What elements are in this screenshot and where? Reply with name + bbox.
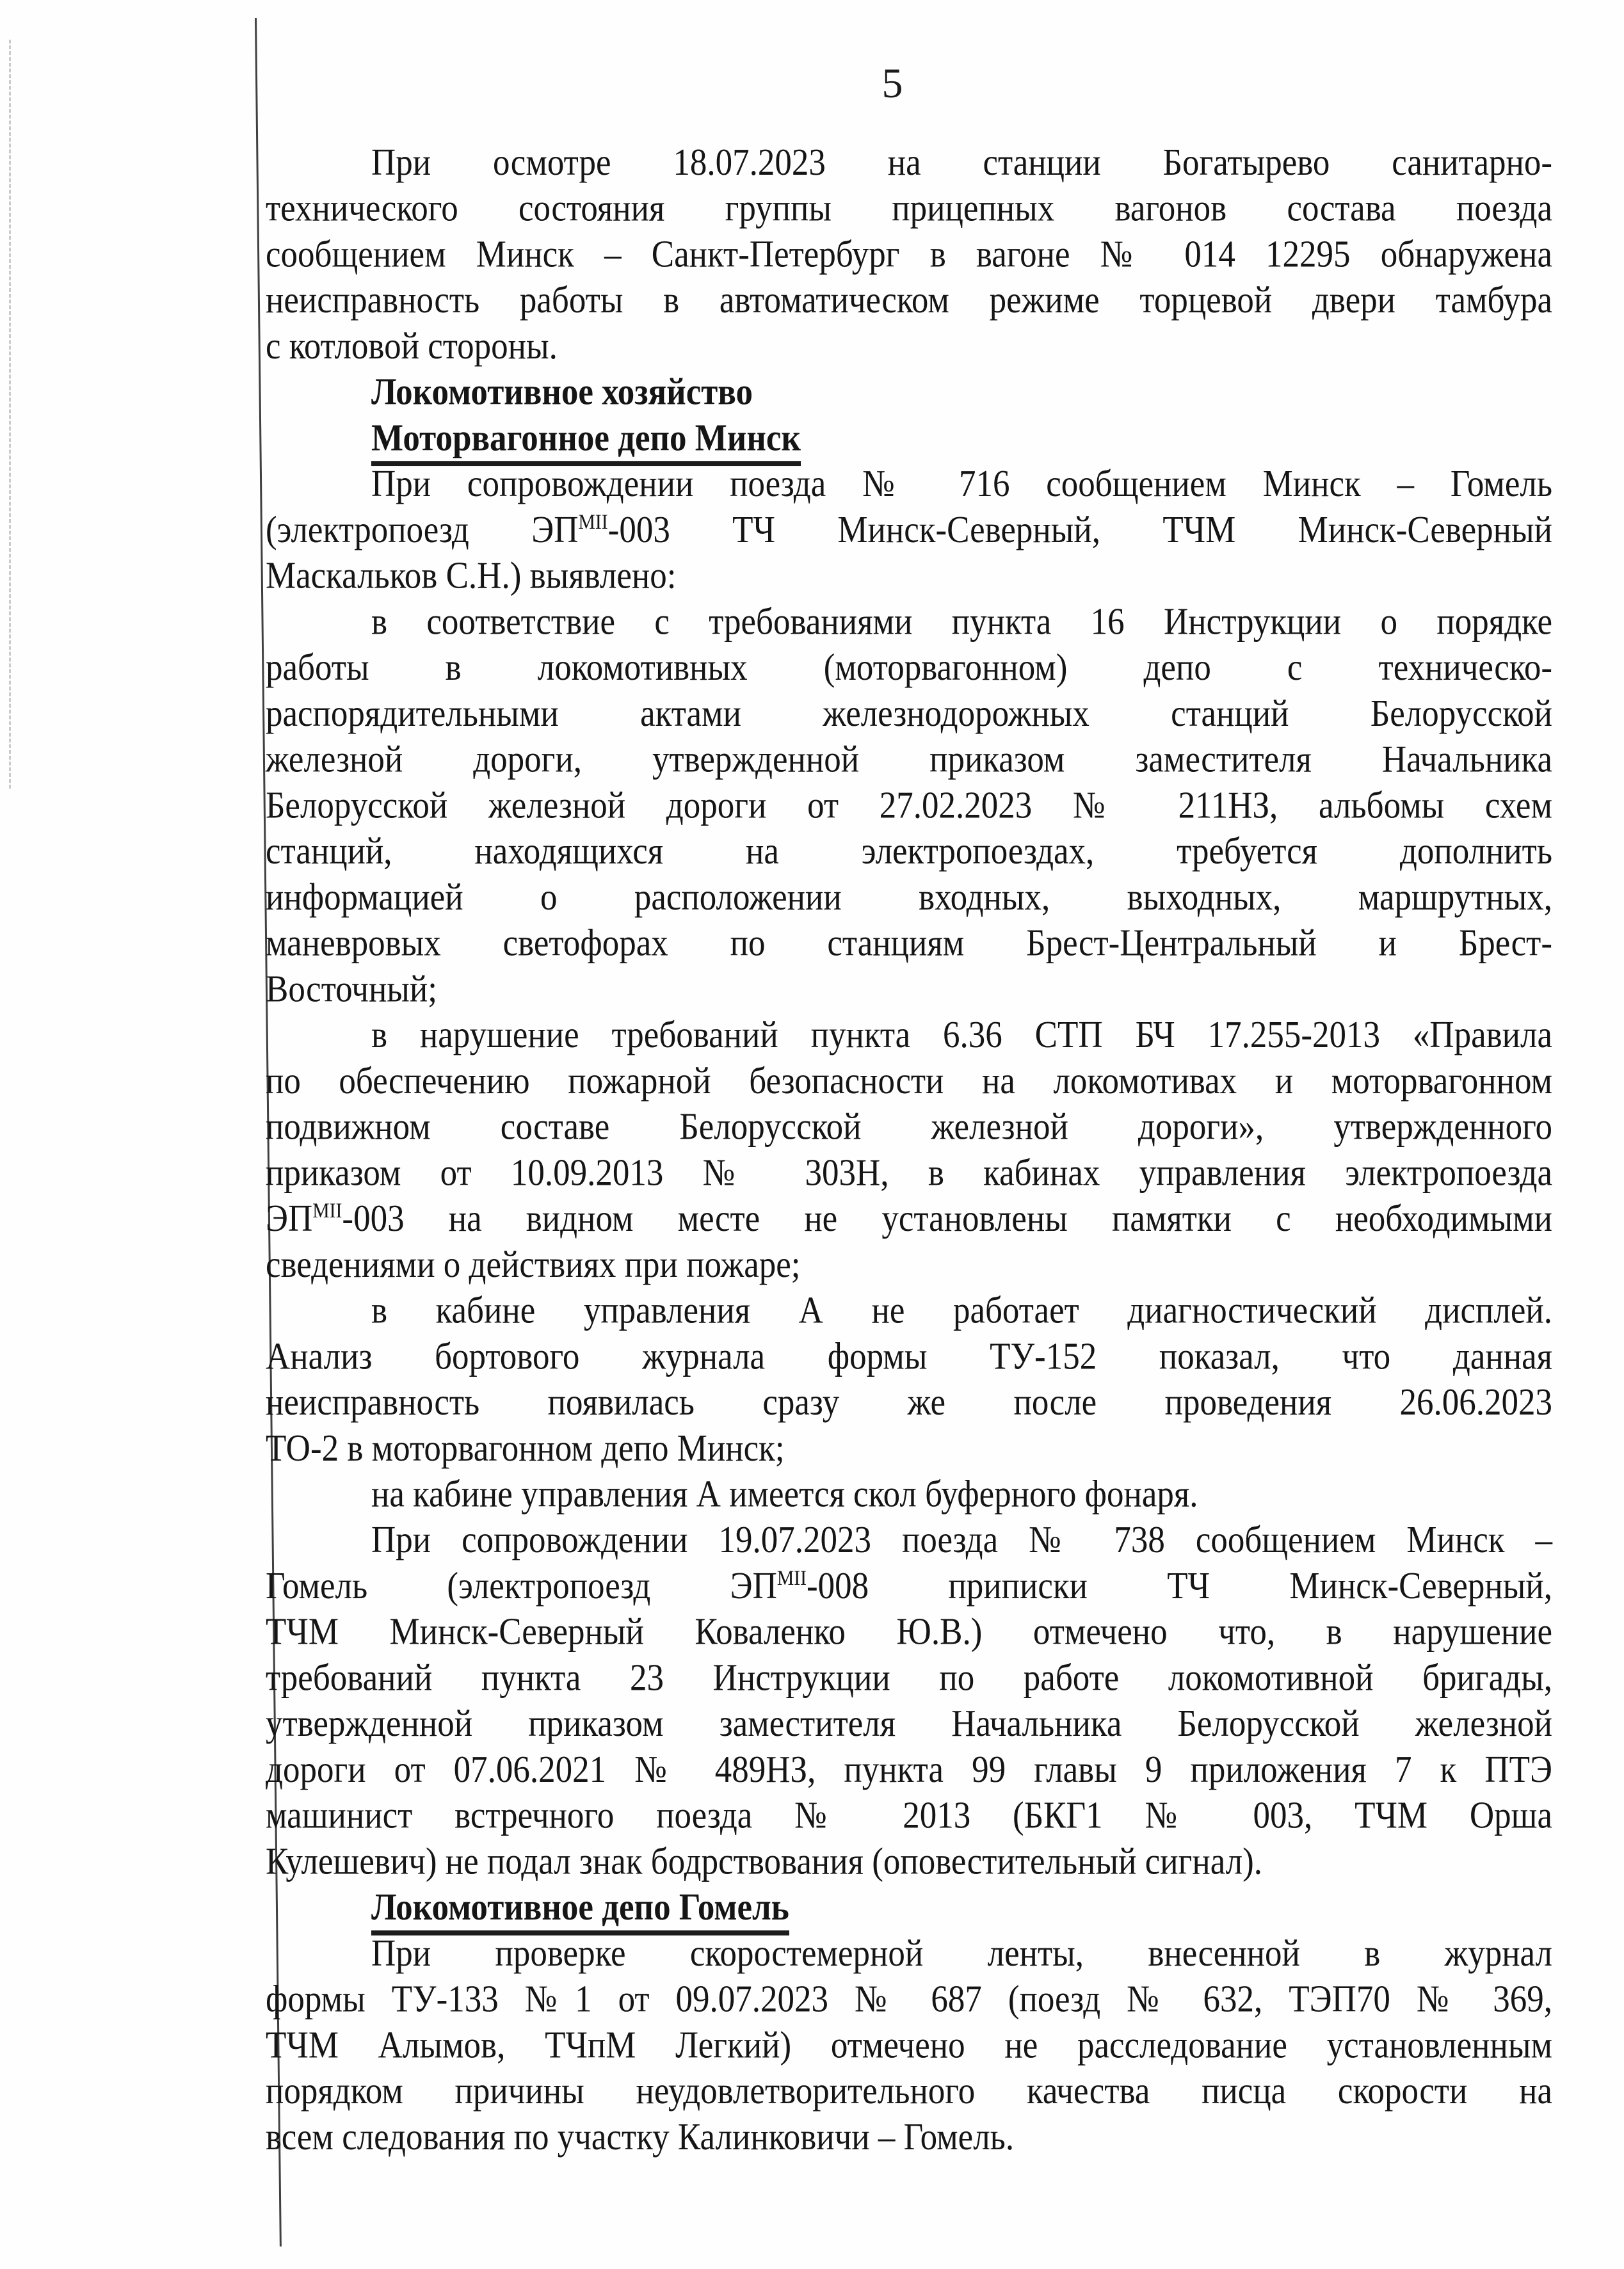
superscript-train-series: МII <box>312 1199 342 1223</box>
page-number: 5 <box>881 60 903 107</box>
text-line: всем следования по участку Калинковичи – Гомель. <box>266 2116 1015 2158</box>
text-line: При проверке скоростемерной ленты, внесенной в журнал <box>371 1932 1552 1975</box>
text-line: в нарушение требований пункта 6.36 СТП БЧ 17.255-2013 «Правила <box>371 1014 1552 1056</box>
text-line: ТО-2 в моторвагонном депо Минск; <box>266 1427 785 1470</box>
heading-line <box>266 415 1552 461</box>
text-line: неисправность работы в автоматическом режиме торцевой двери тамбура <box>266 279 1552 321</box>
text-line: приказом от 10.09.2013 № 303Н, в кабинах управления электропоезда <box>266 1151 1552 1194</box>
text-line: ТЧМ Алымов, ТЧпМ Легкий) отмечено не расследование установленным <box>266 2024 1552 2066</box>
text-line: в кабине управления А не работает диагностический дисплей. <box>371 1289 1552 1331</box>
text-line: При сопровождении 19.07.2023 поезда № 738 сообщением Минск – <box>371 1519 1552 1561</box>
text-line: железной дороги, утвержденной приказом заместителя Начальника <box>266 739 1552 781</box>
text-line: неисправность появилась сразу же после проведения 26.06.2023 <box>266 1381 1552 1423</box>
text-line: Гомель (электропоезд $ЭП^{МII}-008$ приписки ТЧ Минск-Северный, <box>266 1565 1552 1607</box>
text-line: формы ТУ-133 №1 от 09.07.2023 № 687 (поезд № 632, ТЭП70 № 369, <box>266 1978 1552 2021</box>
text-line: распорядительными актами железнодорожных станций Белорусской <box>266 693 1552 735</box>
underlined-heading-text: Локомотивное депо Гомель <box>371 1887 789 1936</box>
text-line: технического состояния группы прицепных вагонов состава поезда <box>266 188 1552 230</box>
text-line: Кулешевич) не подал знак бодрствования (оповестительный сигнал). <box>266 1840 1263 1882</box>
text-line: Анализ бортового журнала формы ТУ-152 показал, что данная <box>266 1335 1552 1377</box>
text-line: с котловой стороны. <box>266 325 558 367</box>
text-line: станций, находящихся на электропоездах, требуется дополнить <box>266 830 1552 872</box>
text-line: сообщением Минск – Санкт-Петербург в вагоне № 014 12295 обнаружена <box>266 233 1552 275</box>
underlined-heading-text: Моторвагонное депо Минск <box>371 417 801 466</box>
text-line: (электропоезд $ЭП^{МII}-003$ ТЧ Минск-Северный, ТЧМ Минск-Северный <box>266 509 1552 551</box>
text-line: маневровых светофорах по станциям Брест-Центральный и Брест- <box>266 922 1552 965</box>
text-line: работы в локомотивных (моторвагонном) депо с техническо- <box>266 646 1552 689</box>
text-line: в соответствие с требованиями пункта 16 Инструкции о порядке <box>371 600 1552 643</box>
text-line: При сопровождении поезда № 716 сообщением Минск – Гомель <box>371 463 1552 505</box>
text-line: При осмотре 18.07.2023 на станции Богатырево санитарно- <box>371 141 1552 184</box>
text-line: по обеспечению пожарной безопасности на локомотивах и моторвагонном <box>266 1060 1552 1102</box>
heading-line: Локомотивное хозяйство <box>371 371 753 413</box>
text-line: машинист встречного поезда № 2013 (БКГ1 № 003, ТЧМ Орша <box>266 1795 1552 1837</box>
text-line: ТЧМ Минск-Северный Коваленко Ю.В.) отмечено что, в нарушение <box>266 1611 1552 1653</box>
text-line: дороги от 07.06.2021 № 489НЗ, пункта 99 главы 9 приложения 7 к ПТЭ <box>266 1749 1552 1791</box>
document-body <box>266 140 1552 2160</box>
text-line: Восточный; <box>266 968 438 1010</box>
left-margin-dash-artifact <box>9 40 11 789</box>
text-line: требований пункта 23 Инструкции по работе локомотивной бригады, <box>266 1656 1552 1699</box>
text-line: подвижном составе Белорусской железной дороги», утвержденного <box>266 1105 1552 1148</box>
superscript-train-series: МII <box>776 1567 807 1590</box>
text-line: сведениями о действиях при пожаре; <box>266 1244 801 1286</box>
text-line: порядком причины неудовлетворительного качества писца скорости на <box>266 2070 1552 2112</box>
text-line: утвержденной приказом заместителя Начальника Белорусской железной <box>266 1703 1552 1745</box>
text-line: информацией о расположении входных, выходных, маршрутных, <box>266 876 1552 918</box>
text-line: Маскальков С.Н.) выявлено: <box>266 555 677 597</box>
text-line: Белорусской железной дороги от 27.02.2023 № 211НЗ, альбомы схем <box>266 784 1552 826</box>
superscript-train-series: МII <box>578 510 608 534</box>
text-line: $ЭП^{МII}-003$ на видном месте не установлены памятки с необходимыми <box>266 1198 1552 1240</box>
text-line: на кабине управления А имеется скол буферного фонаря. <box>371 1473 1198 1515</box>
heading-line <box>266 1884 1552 1930</box>
